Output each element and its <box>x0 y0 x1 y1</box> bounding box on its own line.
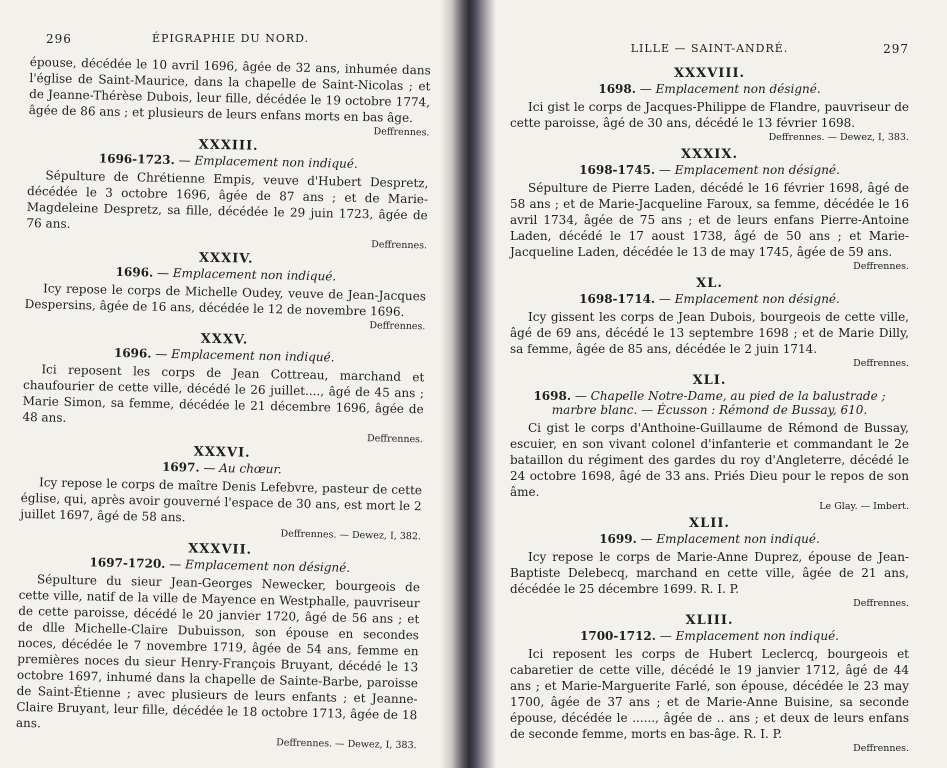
right-page-header <box>510 42 909 64</box>
entry-heading: 1697. — Au chœur. <box>161 459 282 477</box>
entry-date: 1699. <box>599 532 637 546</box>
entry-number: XXXVII. <box>187 541 253 558</box>
entry-heading: 1696-1723. — Emplacement non indiqué. <box>98 151 358 171</box>
entry-location: Emplacement non indiqué. <box>171 347 335 365</box>
entry-date: 1700-1712. <box>580 629 656 643</box>
entry-heading: 1700-1712. — Emplacement non indiqué. <box>580 629 839 643</box>
entry-date: 1696-1723. <box>98 151 175 168</box>
right-page <box>492 0 947 768</box>
entry-number: XXXIV. <box>198 250 254 267</box>
left-page <box>0 0 455 768</box>
epitaph-entry <box>510 147 909 272</box>
entry-location: Emplacement non indiqué. <box>172 266 337 284</box>
entry-text: Icy repose le corps de Marie-Anne Duprez, épouse de Jean-Baptiste Delebecq, marchand en cette ville, âgée de 21 ans, décédée le 25 décembre 1699. R. I. P. <box>510 550 909 596</box>
entry-number: XXXIX. <box>681 147 738 162</box>
entry-date: 1698-1745. <box>579 163 656 177</box>
left-entries <box>16 134 430 751</box>
entry-date: 1696. <box>113 345 152 361</box>
entry-date: 1698. <box>533 389 572 403</box>
entry-heading: 1698. — Emplacement non désigné. <box>598 82 821 96</box>
entry-heading: 1698-1714. — Emplacement non désigné. <box>579 292 840 306</box>
entry-heading: 1696. — Emplacement non indiqué. <box>113 345 335 365</box>
entry-source: Deffrennes. <box>853 261 909 272</box>
entry-number: XXXVI. <box>193 444 251 461</box>
entry-location: Chapelle Notre-Dame, au pied de la balustrade ; marbre blanc. — Écusson : Rémond de Bussay, 610. <box>551 389 886 417</box>
right-running-title: LILLE — SAINT-ANDRÉ. <box>630 42 789 55</box>
entry-source: Deffrennes. <box>369 320 426 333</box>
entry-text: Icy repose le corps de Michelle Oudey, veuve de Jean-Jacques Despersins, âgée de 16 ans, décédée le 12 de novembre 1696. <box>24 281 427 319</box>
entry-heading: 1698-1745. — Emplacement non désigné. <box>579 163 840 177</box>
epitaph-entry <box>24 247 427 332</box>
entry-source: Le Glay. — Imbert. <box>819 501 909 512</box>
entry-source: Deffrennes. — Dewez, I, 383. <box>276 737 417 752</box>
entry-location: Emplacement non indiqué. <box>656 532 820 546</box>
entry-heading: 1699. — Emplacement non indiqué. <box>599 532 820 546</box>
epitaph-entry <box>510 66 909 143</box>
left-page-number: 296 <box>46 32 72 46</box>
entry-number: XXXIII. <box>198 137 259 154</box>
entry-number: XXXVIII. <box>673 66 746 81</box>
entry-date: 1698-1714. <box>579 292 656 306</box>
entry-number: XXXV. <box>200 331 249 348</box>
entry-text: Sépulture du sieur Jean-Georges Newecker, bourgeois de cette ville, natif de la ville de Mayence en Westphalle, pauvriseur de cette paroisse, décédé le 20 janvier 1720, âgé de 56 ans ; et de dlle Michelle-Claire Dubuisson, son épouse en secondes noces, décédée le 7 novembre 1719, âgée de 54 ans, femme en premières noces du sieur Henry-François Bruyant, décédé le 13 octobre 1697, inhumé dans la chapelle de Sainte-Barbe, paroisse de Saint-Étienne ; avec plusieurs de leurs enfants ; et Jeanne-Claire Bruyant, leur fille, décédée le 18 octobre 1713, âgée de 18 ans. <box>15 572 421 731</box>
entry-source: Deffrennes. <box>853 358 909 369</box>
entry-text: Ici reposent les corps de Jean Cottreau, marchand et chaufourier de cette ville, décédé le 26 juillet...., âgé de 45 ans ; Marie Simon, sa femme, décédée le 21 décembre 1696, âgée de 48 ans. <box>22 362 425 425</box>
entry-date: 1697-1720. <box>89 555 166 571</box>
epitaph-entry <box>510 516 909 609</box>
entry-text: Icy gissent les corps de Jean Dubois, bourgeois de cette ville, âgé de 69 ans, décédé le 13 septembre 1698 ; et de Marie Dilly, sa femme, âgée de 85 ans, décédée le 2 juin 1714. <box>510 310 909 356</box>
entry-location: Emplacement non désigné. <box>655 82 821 96</box>
entry-heading: 1698. — Chapelle Notre-Dame, au pied de la balustrade ; marbre blanc. — Écusson : Rémond de Bussay, 610. <box>533 389 886 417</box>
epitaph-entry <box>510 373 909 512</box>
entry-date: 1698. <box>598 82 636 96</box>
entry-location: Emplacement non indiqué. <box>194 153 358 171</box>
entry-source: Deffrennes. — Dewez, I, 383. <box>768 132 909 143</box>
entry-location: Emplacement non désigné. <box>674 163 840 177</box>
entry-text: Sépulture de Chrétienne Empis, veuve d'Hubert Despretz, décédée le 3 octobre 1696, âgée de 87 ans ; et de Marie-Magdeleine Despretz, sa fille, décédée le 29 juin 1723, âgée de 76 ans. <box>26 168 429 231</box>
entry-location: Au chœur. <box>219 461 282 477</box>
entry-text: Icy repose le corps de maître Denis Lefebvre, pasteur de cette église, qui, après avoir gouverné l'espace de 30 ans, est mort le 2 juillet 1697, âgé de 58 ans. <box>20 475 423 525</box>
epitaph-entry <box>16 538 421 751</box>
left-page-content <box>16 54 431 751</box>
entry-heading: 1697-1720. — Emplacement non désigné. <box>89 555 351 575</box>
epitaph-entry <box>26 134 429 251</box>
entry-heading: 1696. — Emplacement non indiqué. <box>115 264 337 284</box>
entry-number: XLII. <box>689 516 730 531</box>
continued-paragraph: épouse, décédée le 10 avril 1696, âgée de 32 ans, inhumée dans l'église de Saint-Maurice, dans la chapelle de Saint-Nicolas ; et de Jeanne-Thérèse Dubois, leur fille, décédée le 19 octobre 1774, âgée de 86 ans ; et plusieurs de leurs enfans morts en bas âge. <box>28 54 431 126</box>
entry-source: Deffrennes. <box>853 598 909 609</box>
entry-text: Sépulture de Pierre Laden, décédé le 16 février 1698, âgé de 58 ans ; et de Marie-Jacqueline Faroux, sa femme, décédée le 16 avril 1734, âgée de 75 ans ; et de leurs enfans Pierre-Antoine Laden, décédé le 17 aoust 1738, âgé de 50 ans ; et Marie-Jacqueline Laden, décédée le 13 de may 1745, âgée de 59 ans. <box>510 181 909 259</box>
continued-source: Deffrennes. <box>373 126 430 139</box>
entry-date: 1697. <box>161 459 200 475</box>
entry-text: Ici reposent les corps de Hubert Leclercq, bourgeois et cabaretier de cette ville, décédé le 19 janvier 1712, âgé de 44 ans ; et Marie-Marguerite Farlé, son épouse, décédée le 23 may 1700, âgée de 37 ans ; et de Marie-Anne Buisine, sa seconde épouse, décédée le ......, âgée de .. ans ; et deux de leurs enfans de seconde femme, morts en bas-âge. R. I. P. <box>510 647 909 741</box>
entry-location: Emplacement non indiqué. <box>675 629 839 643</box>
entry-source: Deffrennes. <box>371 239 428 252</box>
right-entries <box>510 66 909 754</box>
entry-location: Emplacement non désigné. <box>674 292 840 306</box>
entry-text: Ci gist le corps d'Anthoine-Guillaume de Rémond de Bussay, escuier, en son vivant colonel d'infanterie et commandant le 2e bataillon du régiment des gardes du roy d'Angleterre, décédé le 24 octobre 1698, âgé de 33 ans. Priés Dieu pour le repos de son âme. <box>510 421 909 499</box>
right-page-number: 297 <box>883 42 909 56</box>
entry-number: XL. <box>696 276 723 291</box>
entry-number: XLIII. <box>685 613 734 628</box>
epitaph-entry <box>510 276 909 369</box>
epitaph-entry <box>22 328 425 445</box>
entry-date: 1696. <box>115 264 154 280</box>
entry-source: Deffrennes. <box>853 743 909 754</box>
epitaph-entry <box>20 441 423 542</box>
left-running-title: ÉPIGRAPHIE DU NORD. <box>151 32 310 45</box>
entry-number: XLI. <box>692 373 727 388</box>
epitaph-entry <box>510 613 909 754</box>
entry-source: Deffrennes. — Dewez, I, 382. <box>280 528 422 543</box>
entry-source: Deffrennes. <box>366 433 424 446</box>
entry-text: Ici gist le corps de Jacques-Philippe de Flandre, pauvriseur de cette paroisse, âgé de 30 ans, décédé le 13 février 1698. <box>510 100 909 130</box>
entry-location: Emplacement non désigné. <box>184 557 351 575</box>
left-page-header <box>30 32 431 54</box>
